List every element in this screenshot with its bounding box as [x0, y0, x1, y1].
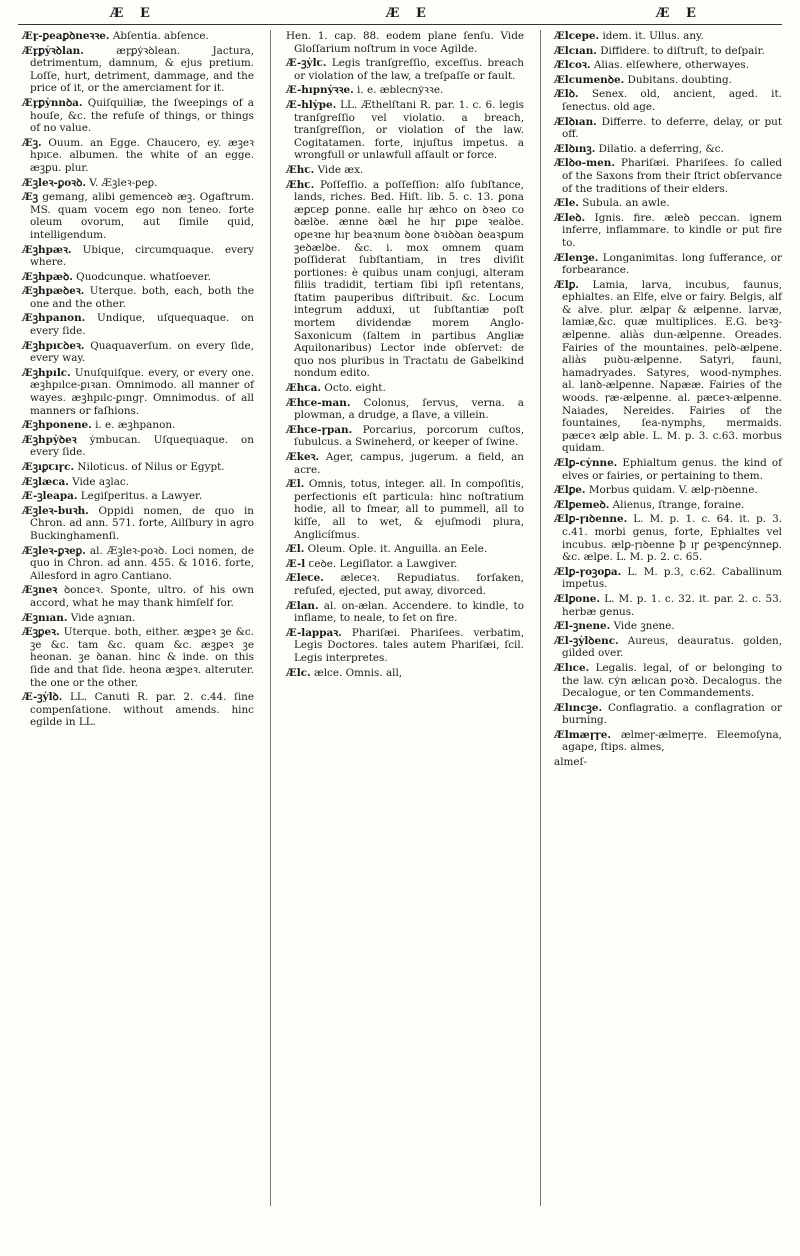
running-header-center: Æ E [386, 6, 432, 21]
entry-headword: Æꝫleꝛ-ꝑoꝛꝺ. [22, 176, 86, 189]
entry-definition: ꞇeꝺe. Legiſlator. a Lawgiver. [308, 557, 458, 570]
entry-headword: Æꝫhpanon. [22, 312, 86, 325]
entry-definition: Oppidi nomen, de quo in Chron. ad ann. 571. forte, Ailſbury in agro Buckinghamenſi. [30, 504, 254, 542]
entry-definition: Differre. to deferre, delay, or put off. [562, 115, 782, 141]
entry-headword: Æꝼꝑẏnnꝺa. [22, 96, 83, 109]
entry-definition: L. M. p. 1. c. 32. it. par. 2. c. 53. herbæ genus. [562, 592, 782, 618]
entry-definition: ꝺonceꝛ. Sponte, ultro. of his own accord, what he may thank himſelf for. [30, 584, 254, 609]
dictionary-entry [22, 271, 254, 284]
dictionary-entry [554, 662, 782, 700]
entry-definition: i. e. æblecnẏꝛꝛe. [357, 84, 444, 97]
column-divider [540, 30, 541, 1206]
dictionary-entry [286, 558, 524, 571]
entry-definition: Niloticus. of Nilus or Egypt. [77, 461, 225, 473]
column-middle [286, 30, 524, 681]
dictionary-entry [22, 584, 254, 609]
entry-headword: Æꝼ-ꝑeaꝑꝺneꝛꝛe. [22, 30, 110, 42]
dictionary-entry [22, 612, 254, 625]
dictionary-entry [554, 457, 782, 482]
dictionary-entry [286, 478, 524, 541]
entry-definition: V. Æꝫleꝛ-ꝑeꝑ. [89, 176, 158, 189]
entry-definition: L. M. p. 1. c. 64. it. p. 3. c.41. morbi genus, forte, Ephialtes vel incubus. ælꝑ-ꞅıꝺenne ꝥ ıꞅ ꝑeꝛꝑencẏnneꝑ. &c. ælꝑe. L. M. p. 2. c. 65. [562, 513, 782, 564]
entry-headword: Æ-l [286, 557, 306, 570]
dictionary-entry [286, 30, 524, 55]
entry-definition: L. M. p.3, c.62. Caballinum impetus. [562, 565, 782, 591]
dictionary-entry [22, 340, 254, 365]
dictionary-entry [286, 397, 524, 422]
entry-definition: Legis tranſgreſſio, exceſſus. breach or violation of the law, a treſpaſſe or fault. [294, 57, 525, 82]
dictionary-entry [286, 57, 524, 82]
dictionary-entry [554, 157, 782, 195]
entry-definition: LL. Canuti R. par. 2. c.44. ſine compenſatione. without amends. hinc egilde in LL. [30, 691, 254, 729]
entry-headword: Ælꝑ. [554, 278, 579, 291]
entry-definition: Dilatio. a deferring, &c. [598, 142, 724, 155]
entry-headword: Æꝫlæca. [22, 475, 69, 488]
dictionary-entry [22, 419, 254, 432]
entry-definition: Aureus, deauratus. golden, gilded over. [562, 634, 783, 660]
entry-definition: gemang, alibi gemenceꝺ æꝫ. Ogaftrum. MS. quam vocem ego non teneo. forte oleum ovorum, aut ſimile quid, intelligendum. [30, 191, 254, 241]
entry-definition: Morbus quidam. V. ælꝑ-ꞅıꝺenne. [588, 484, 758, 497]
entry-headword: Æhꞇe-man. [286, 396, 351, 409]
entry-definition: Vide ꝫnene. [613, 620, 675, 633]
entry-definition: Longanimitas. long ſufferance, or forbearance. [562, 251, 782, 277]
entry-definition: æleꞇeꝛ. Repudiatus. forſaken, refuſed, ejected, put away, divorced. [294, 572, 524, 597]
dictionary-entry [554, 729, 782, 754]
dictionary-entry [22, 476, 254, 489]
column-divider [270, 30, 271, 1206]
dictionary-entry [554, 252, 782, 277]
running-header-left: Æ E [110, 6, 156, 21]
dictionary-entry [554, 74, 782, 87]
entry-headword: Æ-ꝫẏlꞇ. [286, 57, 327, 70]
entry-definition: idem. it. Ullus. any. [602, 30, 704, 42]
dictionary-entry [22, 367, 254, 417]
running-header-right: Æ E [656, 6, 702, 21]
dictionary-entry [554, 45, 782, 58]
entry-headword: Æl-ꝫẏlꝺenc. [554, 634, 619, 647]
dictionary-entry [22, 626, 254, 689]
entry-headword: Æꝼꝑẏꝛꝺlan. [22, 44, 84, 57]
entry-definition: Subula. an awle. [582, 197, 670, 210]
entry-headword: Æꝫleꝛ-buꝛh. [22, 504, 89, 517]
entry-definition: Senex. old, ancient, aged. it. ſenectus. old age. [562, 88, 782, 113]
entry-definition: Ephialtum genus. the kind of elves or fairies, or pertaining to them. [562, 457, 782, 482]
entry-definition: Alienus, ſtrange, foraine. [612, 498, 745, 511]
dictionary-entry [22, 285, 254, 310]
entry-headword: Æle. [554, 197, 579, 210]
entry-definition: Phariſæi. Phariſees. verbatim, Legis Doctores. tales autem Phariſæi, ſcil. Legis interpretes. [294, 626, 524, 664]
dictionary-entry [554, 499, 782, 512]
entry-definition: Uterque. both, either. æꝫꝑeꝛ ꝫe &c. ꝫe &c. tam &c. quam &c. æꝫꝑeꝛ ꝫe heonan. ꝫe ꝺanan. hinc & inde. on this ſide and that ſide. heona æꝫꝑeꝛ. alteruter. the one or the other. [30, 626, 254, 689]
entry-headword: Ælcıan. [554, 44, 597, 57]
entry-headword: Æhꞇ. [286, 178, 315, 191]
running-headers [0, 6, 800, 26]
dictionary-entry [554, 620, 782, 633]
entry-definition: Ager, campus, jugerum. a field, an acre. [294, 451, 524, 476]
entry-headword: Æꝫleꝛ-ꝑꝛeꝑ. [22, 544, 86, 557]
entry-headword: Æꝫhpæꝺeꝛ. [22, 285, 85, 298]
entry-definition: al. on-ælan. Accendere. to kindle, to inflame, to neale, to ſet on fire. [294, 599, 524, 625]
dictionary-entry [286, 84, 524, 97]
entry-headword: Æl. [286, 478, 305, 491]
entry-definition: Conflagratio. a conflagration or burning. [562, 701, 782, 727]
entry-headword: Ækeꝛ. [286, 451, 320, 463]
dictionary-entry [286, 164, 524, 177]
entry-headword: Æꝫhpẏꝺeꝛ [22, 433, 77, 446]
dictionary-entry [286, 572, 524, 597]
entry-definition: Ubique, circumquaque. every where. [30, 243, 254, 269]
column-right [554, 30, 782, 771]
dictionary-entry [286, 382, 524, 395]
entry-headword: Ælꝑe. [554, 484, 586, 497]
entry-definition: æꝼꝑẏꝛꝺlean. Jactura, detrimentum, damnum, & ejus pretium. Loſſe, hurt, detriment, dammage, and the price of it, or the amerciament for it. [30, 44, 254, 95]
entry-definition: Oleum. Ople. it. Anguilla. an Eele. [307, 543, 488, 556]
entry-headword: Æꝫhpılc. [22, 366, 71, 379]
dictionary-entry [554, 143, 782, 156]
entry-headword: Ælcumenꝺe. [554, 73, 625, 86]
dictionary-entry [286, 451, 524, 476]
entry-definition: al. Æꝫleꝛ-ꝑoꝛꝺ. Loci nomen, de quo in Chron. ad ann. 455. & 1016. forte, Ailesford in agro Cantiano. [30, 544, 254, 582]
entry-definition: almeſ- [554, 756, 587, 769]
entry-headword: Æꝫꝑeꝛ. [22, 626, 60, 639]
entry-headword: Æ-hıpnẏꝛꝛe. [286, 84, 354, 97]
entry-definition: ælce. Omnis. all, [313, 666, 403, 679]
entry-headword: Æꝫnıan. [22, 611, 68, 624]
dictionary-entry [22, 30, 254, 43]
entry-definition: LL. Æthelſtani R. par. 1. c. 6. legis tranſgreſſio vel violatio. a breach, tranſgreſſion, or violation of the law. Cogitatamen. forte, injuſtus impetus. a wrongfull or unlawfull aſſault or force. [294, 98, 524, 162]
entry-definition: Legiſperitus. a Lawyer. [80, 490, 203, 503]
entry-definition: ælmeꞅ-ælmeꞅꞅe. Eleemoſyna, agape, ſtips. almes, [562, 728, 782, 754]
entry-headword: Ælꝑ-ꞅoꝫoꝑa. [554, 565, 622, 578]
entry-definition: Uterque. both, each, both the one and the other. [30, 285, 254, 310]
dictionary-entry [554, 635, 782, 660]
entry-definition: Ignis. fire. æleꝺ peccan. ignem inferre, inflammare. to kindle or put fire to. [562, 211, 782, 249]
dictionary-entry [286, 99, 524, 162]
dictionary-entry [22, 97, 254, 135]
entry-definition: Phariſæi. Phariſees. ſo called of the Saxons from their ſtrict obſervance of the traditions of their elders. [562, 157, 783, 195]
entry-headword: Æ-hlẏpe. [286, 98, 337, 111]
entry-definition: Dubitans. doubting. [627, 73, 732, 86]
entry-headword: Ælc. [286, 666, 311, 679]
entry-definition: Colonus, ſervus, verna. a plowman, a drudge, a ſlave, a villein. [294, 396, 524, 422]
dictionary-entry [22, 312, 254, 337]
entry-definition: i. e. æꝫhpanon. [95, 419, 176, 432]
dictionary-entry [22, 505, 254, 543]
dictionary-entry [286, 667, 524, 680]
entry-definition: Poſſeſſio. a poſſeſſion: alſo ſubſtance, lands, riches. Bed. Hiſt. lib. 5. c. 13. ꝑona æꝑꞇeꝑ ꝑonne. ealle hıꞅ æhꞇo on ꝺꝛeo ꞇo ꝺælꝺe. ænne ꝺæl he hıꞅ ꝑıꝑe ꝛealꝺe. oꝑeꝛne hıꞅ beaꝛnum ꝺone ꝺꝛıꝺꝺan ꝺeaꝛꝑum ꝫeꝺælꝺe. &c. i. mox omnem quam poſſiderat ſubſtantiam, in tres diviſit portiones: è quibus unam conjugi, alteram filiis tradidit, tertiam ſibi ipſi retentans, ſtatim pauperibus diſtribuit. &c. Locum integrum adduxi, ut ſubſtantiæ poſt mortem dividendæ morem Anglo-Saxonicum (ſaltem in partibus Angliæ Aquilonaribus) Lector inde obſervet: de quo nos pluribus in Tractatu de Gabelkind nondum edito. [294, 178, 524, 380]
entry-headword: Æhꞇa. [286, 382, 321, 395]
entry-definition: Unuſquiſque. every, or every one. æꝫhpılce-ꝑıꝛan. Omnimodo. all manner of wayes. æꝫhpılc-ꝑıngꞅ. Omnimodus. of all manners or faſhions. [30, 366, 254, 417]
entry-definition: Porcarius, porcorum cuſtos, ſubulcus. a Swineherd, or keeper of ſwine. [294, 423, 524, 449]
dictionary-entry [22, 137, 254, 175]
entry-headword: Ælꝑone. [554, 592, 601, 605]
entry-definition: Octo. eight. [324, 382, 386, 395]
dictionary-entry [22, 191, 254, 241]
entry-headword: Ælꝺo-men. [554, 157, 615, 170]
entry-headword: Ælıce. [554, 661, 590, 674]
entry-headword: Æhꞇ. [286, 163, 315, 176]
dictionary-entry [554, 197, 782, 210]
entry-headword: Æꝫ [22, 191, 39, 204]
entry-headword: Ælꝺınꝫ. [554, 142, 596, 155]
entry-definition: Quodcunque. whatſoever. [76, 270, 211, 283]
entry-headword: Ælꝑ-cẏnne. [554, 457, 618, 469]
entry-headword: Ælan. [286, 599, 319, 612]
entry-headword: Æleꞇe. [286, 572, 324, 585]
entry-headword: Æꝫhpæꝺ. [22, 270, 73, 283]
entry-headword: Æ-ꝫẏlꝺ. [22, 691, 63, 704]
entry-headword: Æl. [286, 543, 305, 556]
entry-definition: Lamia, larva, incubus, faunus, ephialtes. an Elfe, elve or fairy. Belgis, alf & alve. plur. ælꝑaꞅ & ælꝑenne. larvæ, lamiæ,&c. quæ multiplices. E.G. beꝛꝫ-ælꝑenne. aliàs dun-ælꝑenne. Oreades. Fairies of the mountaines. pelꝺ-ælꝑene. aliàs puꝺu-ælꝑenne. Satyri, fauni, hamadryades. Satyres, wood-nymphes. al. lanꝺ-ælꝑenne. Napææ. Fairies of the woods. ꞅæ-ælꝑenne. al. pæꞇeꝛ-ælꝑenne. Naiades, Nereides. Fairies of the fountaines, ſea-nymphs, mermaids. pæꞇeꝛ ælꝑ able. L. M. p. 3. c.63. morbus quidam. [562, 278, 782, 455]
entry-definition: Quaquaverſum. on every ſide, every way. [30, 339, 254, 365]
entry-headword: Ælcoꝛ. [554, 59, 591, 72]
entry-headword: Ælꝺıan. [554, 115, 597, 128]
dictionary-entry [22, 461, 254, 474]
entry-headword: Æl-ꝫnene. [554, 620, 611, 633]
dictionary-entry [554, 279, 782, 455]
entry-definition: Alias. elſewhere, otherwayes. [593, 59, 750, 72]
entry-definition: Quiſquiliæ, the ſweepings of a houſe, &c. the refuſe of things, or things of no value. [30, 96, 254, 135]
entry-headword: Æhꞇe-ꞅpan. [286, 423, 353, 436]
entry-headword: Ælmæꞅꞅe. [554, 728, 611, 741]
column-left [22, 30, 254, 731]
entry-definition: Abſentia. abſence. [112, 30, 209, 42]
dictionary-entry [22, 244, 254, 269]
entry-definition: Diffidere. to diſtruſt, to deſpair. [600, 44, 765, 57]
dictionary-entry [554, 116, 782, 141]
dictionary-entry [22, 177, 254, 190]
dictionary-entry [286, 600, 524, 625]
entry-headword: Ælꝑ-ꞅıꝺenne. [554, 513, 628, 526]
entry-definition: Omnis, totus, integer. all. In compoſitis, perfectionis eſt particula: hinc noſtratium hodie, all to ſmear, all to pummell, all to kiſſe, all to wet, & ejuſmodi plura, Anglicíſmus. [294, 478, 524, 541]
entry-headword: Æꝫıꝑꞇıꞅc. [22, 461, 75, 473]
entry-definition: Vide æx. [317, 163, 364, 176]
dictionary-entry [554, 484, 782, 497]
entry-headword: Æꝫhpıꞇꝺeꝛ. [22, 339, 85, 352]
entry-headword: Æꝫhpæꝛ. [22, 243, 72, 256]
entry-headword: Æꝫneꝛ [22, 584, 58, 597]
entry-headword: Æꝫhponene. [22, 419, 92, 432]
entry-headword: Ælꝑemeꝺ. [554, 498, 610, 511]
dictionary-entry [554, 756, 782, 769]
dictionary-entry [22, 691, 254, 729]
entry-headword: Æ-lappaꝛ. [286, 626, 342, 639]
dictionary-entry [286, 627, 524, 665]
entry-definition: Undique, uſquequaque. on every ſide. [30, 312, 254, 338]
entry-definition: Ouum. an Egge. Chaucero, ey. æꝫeꝛ hpıꞇe. albumen. the white of an egge. æꝫꝑu. plur. [30, 136, 254, 174]
entry-definition: ẏmbuꞇan. Uſquequaque. on every ſide. [30, 433, 254, 459]
dictionary-entry [22, 545, 254, 583]
entry-definition: Legalis. legal, of or belonging to the law. ꞇẏn ælıcan ꝑoꝛꝺ. Decalogus. the Decalogue, or ten Commandements. [562, 661, 782, 700]
entry-definition: Hen. 1. cap. 88. eodem plane ſenſu. Vide Gloſſarium noſtrum in voce Agilde. [286, 30, 524, 55]
dictionary-entry [286, 543, 524, 556]
entry-headword: Ælcepe. [554, 30, 600, 42]
dictionary-entry [554, 566, 782, 591]
header-rule [18, 24, 782, 25]
entry-headword: Ælıncꝫe. [554, 701, 603, 714]
entry-headword: Æ-ꝫleapa. [22, 490, 78, 503]
dictionary-entry [22, 490, 254, 503]
dictionary-entry [554, 593, 782, 618]
entry-headword: Ælꝺ. [554, 88, 579, 101]
entry-headword: Æꝫ. [22, 136, 42, 149]
dictionary-entry [554, 513, 782, 563]
dictionary-entry [22, 45, 254, 95]
dictionary-entry [554, 59, 782, 72]
entry-definition: Vide aꝫlac. [72, 475, 130, 488]
dictionary-entry [554, 702, 782, 727]
dictionary-entry [286, 424, 524, 449]
entry-headword: Æleꝺ. [554, 211, 586, 224]
entry-definition: Vide aꝫnıan. [70, 611, 136, 624]
dictionary-entry [554, 212, 782, 250]
dictionary-entry [286, 179, 524, 381]
dictionary-entry [554, 88, 782, 113]
entry-headword: Ælenꝫe. [554, 251, 599, 264]
dictionary-entry [554, 30, 782, 43]
dictionary-entry [22, 434, 254, 459]
